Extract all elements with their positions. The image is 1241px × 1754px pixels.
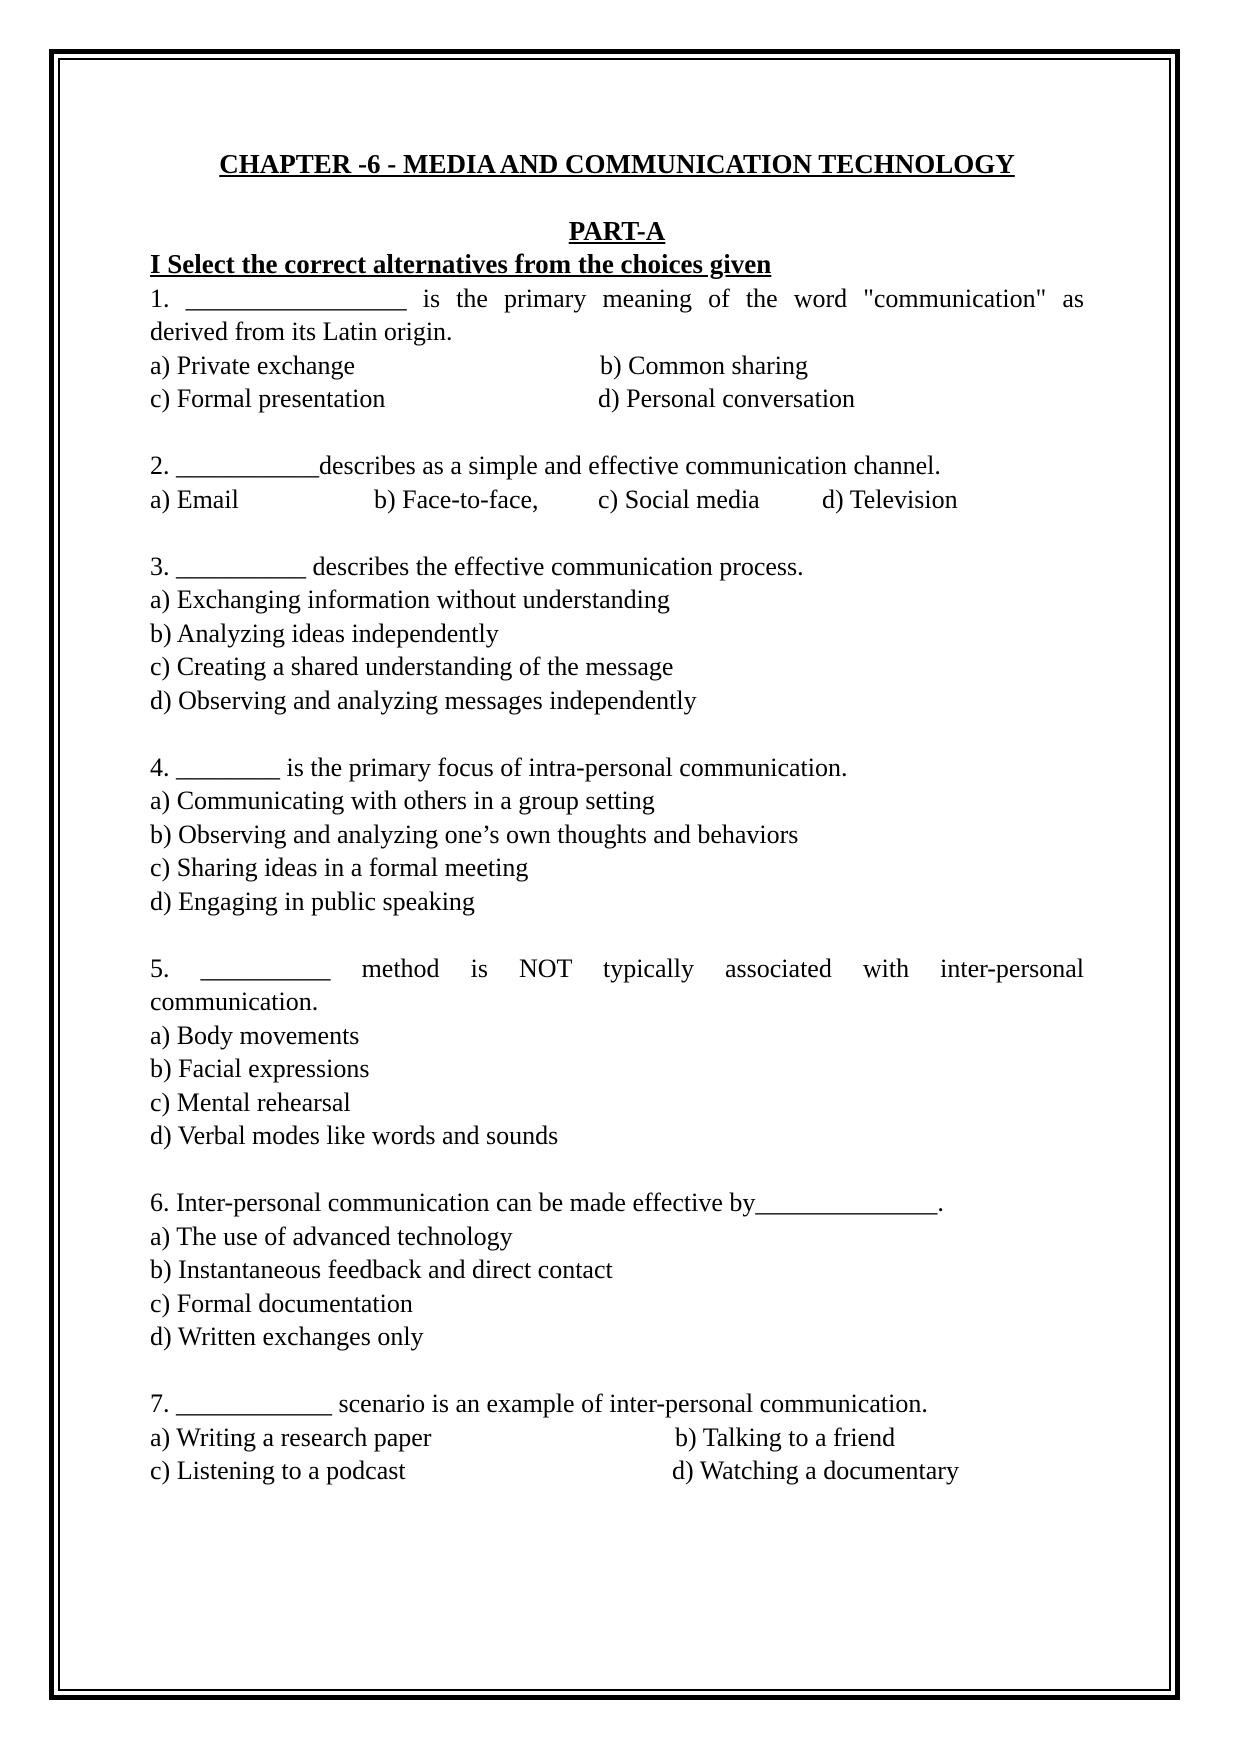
options-row [150,1421,1084,1455]
option-c: c) Social media [598,484,760,514]
options-list [150,1019,1084,1153]
option-b: b) Observing and analyzing one’s own thoughts and behaviors [150,819,799,849]
option-b: b) Talking to a friend [675,1422,896,1452]
question-1 [150,282,1084,416]
option-b: b) Face-to-face, [374,484,539,514]
options-row [150,483,1084,517]
option-b: b) Analyzing ideas independently [150,618,499,648]
option-d: d) Observing and analyzing messages independently [150,685,697,715]
option-b: b) Instantaneous feedback and direct contact [150,1255,613,1284]
question-3 [150,550,1084,718]
options-row [150,382,1084,416]
option-d: d) Personal conversation [598,384,856,413]
option-c: c) Formal documentation [150,1288,413,1318]
question-stem-line2: derived from its Latin origin. [150,317,453,346]
options-list [150,1220,1084,1354]
option-c: c) Sharing ideas in a formal meeting [150,853,529,882]
document-content [150,148,1084,1488]
option-a: a) Writing a research paper [150,1422,432,1452]
question-4 [150,751,1084,919]
option-d: d) Watching a documentary [672,1456,959,1485]
option-d: d) Written exchanges only [150,1322,424,1351]
option-b: b) Facial expressions [150,1054,370,1083]
option-b: b) Common sharing [600,350,808,380]
options-row [150,1454,1084,1488]
option-d: d) Verbal modes like words and sounds [150,1121,559,1150]
options-row [150,349,1084,383]
question-stem: 4. ________ is the primary focus of intra-personal communication. [150,752,848,782]
option-a: a) Exchanging information without understanding [150,585,670,614]
option-c: c) Formal presentation [150,384,386,413]
question-2 [150,449,1084,516]
option-c: c) Creating a shared understanding of the message [150,652,674,681]
options-list [150,784,1084,918]
question-7 [150,1387,1084,1488]
question-stem-line1: 5. __________ method is NOT typically associated with inter-personal [150,953,1084,983]
question-stem: 2. ___________describes as a simple and effective communication channel. [150,451,941,480]
option-a: a) The use of advanced technology [150,1221,513,1251]
option-c: c) Listening to a podcast [150,1456,406,1485]
question-stem-line1: 1. _________________ is the primary meaning of the word "communication" as [150,283,1084,313]
question-stem: 7. ____________ scenario is an example of inter-personal communication. [150,1389,928,1418]
section-title: I Select the correct alternatives from the choices given [150,249,772,279]
options-list [150,583,1084,717]
question-6 [150,1186,1084,1354]
question-stem-line2: communication. [150,987,319,1016]
option-a: a) Body movements [150,1020,360,1050]
question-5 [150,952,1084,1153]
option-c: c) Mental rehearsal [150,1087,351,1117]
option-d: d) Engaging in public speaking [150,886,475,916]
chapter-title: CHAPTER -6 - MEDIA AND COMMUNICATION TECHNOLOGY [219,149,1015,179]
option-a: a) Communicating with others in a group setting [150,786,655,815]
option-d: d) Television [822,484,958,514]
option-a: a) Private exchange [150,350,356,380]
option-a: a) Email [150,484,239,514]
question-stem: 6. Inter-personal communication can be made effective by______________. [150,1188,944,1217]
question-stem: 3. __________ describes the effective communication process. [150,551,804,581]
part-title: PART-A [568,215,666,246]
